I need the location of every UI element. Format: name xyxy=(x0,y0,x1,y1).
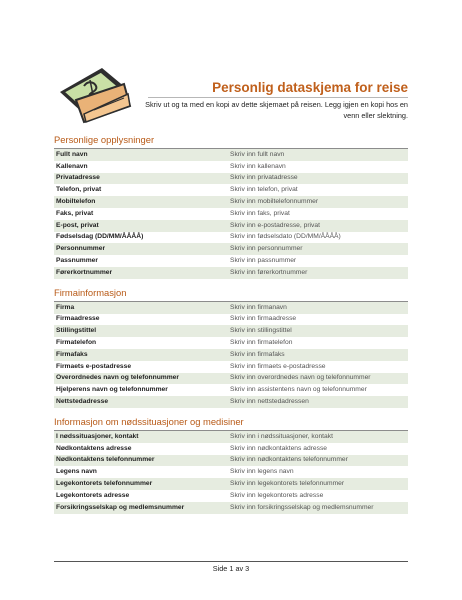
footer-divider xyxy=(54,561,408,562)
form-row xyxy=(54,337,408,349)
wallet-money-icon xyxy=(54,62,134,124)
field-label: E-post, privat xyxy=(56,221,99,229)
field-label: Overordnedes navn og telefonnummer xyxy=(56,374,180,382)
field-value[interactable]: Skriv inn assistentens navn og telefonnummer xyxy=(230,386,367,394)
field-value[interactable]: Skriv inn stillingstittel xyxy=(230,327,292,335)
field-label: Fødselsdag (DD/MM/ÅÅÅÅ) xyxy=(56,233,144,241)
field-label: Fullt navn xyxy=(56,150,88,158)
field-value[interactable]: Skriv inn legekontorets telefonnummer xyxy=(230,479,345,487)
form-row xyxy=(54,161,408,173)
field-label: Firmaets e-postadresse xyxy=(56,362,132,370)
form-section xyxy=(54,287,408,408)
field-value[interactable]: Skriv inn legens navn xyxy=(230,468,294,476)
form-row xyxy=(54,208,408,220)
field-value[interactable]: Skriv inn faks, privat xyxy=(230,209,290,217)
field-value[interactable]: Skriv inn firmaets e-postadresse xyxy=(230,362,326,370)
field-label: Nødkontaktens adresse xyxy=(56,444,132,452)
form-row xyxy=(54,220,408,232)
form-row xyxy=(54,466,408,478)
form-row xyxy=(54,361,408,373)
field-label: I nødssituasjoner, kontakt xyxy=(56,432,139,440)
field-value[interactable]: Skriv inn nødkontaktens telefonnummer xyxy=(230,456,348,464)
field-label: Legekontorets adresse xyxy=(56,491,130,499)
form-row xyxy=(54,455,408,467)
field-value[interactable]: Skriv inn legekontorets adresse xyxy=(230,491,324,499)
section-title: Personlige opplysninger xyxy=(54,134,408,149)
field-label: Forsikringsselskap og medlemsnummer xyxy=(56,503,185,511)
field-label: Hjelperens navn og telefonnummer xyxy=(56,386,168,394)
page-subtitle: Skriv ut og ta med en kopi av dette skjemaet på reisen. Legg igjen en kopi hos en venn eller slektning. xyxy=(145,100,408,120)
field-label: Legens navn xyxy=(56,468,97,476)
field-value[interactable]: Skriv inn personnummer xyxy=(230,245,303,253)
form-section xyxy=(54,134,408,279)
field-label: Firmatelefon xyxy=(56,338,97,346)
form-row xyxy=(54,478,408,490)
field-value[interactable]: Skriv inn nødkontaktens adresse xyxy=(230,444,328,452)
form-section xyxy=(54,416,408,514)
section-title: Firmainformasjon xyxy=(54,287,408,302)
field-value[interactable]: Skriv inn overordnedes navn og telefonnummer xyxy=(230,374,371,382)
form-row xyxy=(54,502,408,514)
field-label: Legekontorets telefonnummer xyxy=(56,479,153,487)
form-row xyxy=(54,302,408,314)
field-value[interactable]: Skriv inn firmafaks xyxy=(230,350,285,358)
field-value[interactable]: Skriv inn telefon, privat xyxy=(230,186,298,194)
field-label: Privatadresse xyxy=(56,174,100,182)
field-value[interactable]: Skriv inn kallenavn xyxy=(230,162,286,170)
field-value[interactable]: Skriv inn firmaadresse xyxy=(230,315,297,323)
form-row xyxy=(54,384,408,396)
form-row xyxy=(54,243,408,255)
field-label: Førerkortnummer xyxy=(56,268,113,276)
form-row xyxy=(54,314,408,326)
form-row xyxy=(54,232,408,244)
field-label: Telefon, privat xyxy=(56,186,102,194)
field-value[interactable]: Skriv inn fullt navn xyxy=(230,150,285,158)
form-row xyxy=(54,184,408,196)
form-row xyxy=(54,149,408,161)
field-value[interactable]: Skriv inn firmatelefon xyxy=(230,338,293,346)
field-value[interactable]: Skriv inn fødselsdato (DD/MM/ÅÅÅÅ) xyxy=(230,233,341,241)
title-divider xyxy=(148,97,408,98)
section-title: Informasjon om nødssituasjoner og medisiner xyxy=(54,416,408,431)
form-row xyxy=(54,373,408,385)
field-value[interactable]: Skriv inn forsikringsselskap og medlemsnummer xyxy=(230,503,374,511)
field-value[interactable]: Skriv inn nettstedadressen xyxy=(230,397,309,405)
field-value[interactable]: Skriv inn mobiltelefonnummer xyxy=(230,197,319,205)
field-label: Kallenavn xyxy=(56,162,88,170)
field-label: Mobiltelefon xyxy=(56,197,96,205)
field-value[interactable]: Skriv inn i nødssituasjoner, kontakt xyxy=(230,432,333,440)
field-label: Nettstedadresse xyxy=(56,397,109,405)
form-row xyxy=(54,255,408,267)
form-row xyxy=(54,396,408,408)
field-value[interactable]: Skriv inn passnummer xyxy=(230,256,297,264)
form-row xyxy=(54,443,408,455)
field-label: Firmaadresse xyxy=(56,315,100,323)
field-label: Faks, privat xyxy=(56,209,94,217)
field-label: Stillingstittel xyxy=(56,327,97,335)
field-value[interactable]: Skriv inn førerkortnummer xyxy=(230,268,308,276)
field-value[interactable]: Skriv inn firmanavn xyxy=(230,303,287,311)
field-label: Nødkontaktens telefonnummer xyxy=(56,456,155,464)
page-number: Side 1 av 3 xyxy=(212,564,250,573)
form-row xyxy=(54,431,408,443)
page-title: Personlig dataskjema for reise xyxy=(212,80,408,95)
form-row xyxy=(54,267,408,279)
field-label: Passnummer xyxy=(56,256,99,264)
field-label: Personnummer xyxy=(56,245,106,253)
field-value[interactable]: Skriv inn privatadresse xyxy=(230,174,298,182)
field-label: Firmafaks xyxy=(56,350,88,358)
field-value[interactable]: Skriv inn e-postadresse, privat xyxy=(230,221,320,229)
form-row xyxy=(54,349,408,361)
form-row xyxy=(54,325,408,337)
form-row xyxy=(54,490,408,502)
field-label: Firma xyxy=(56,303,75,311)
form-content xyxy=(54,134,408,522)
form-row xyxy=(54,196,408,208)
form-row xyxy=(54,173,408,185)
